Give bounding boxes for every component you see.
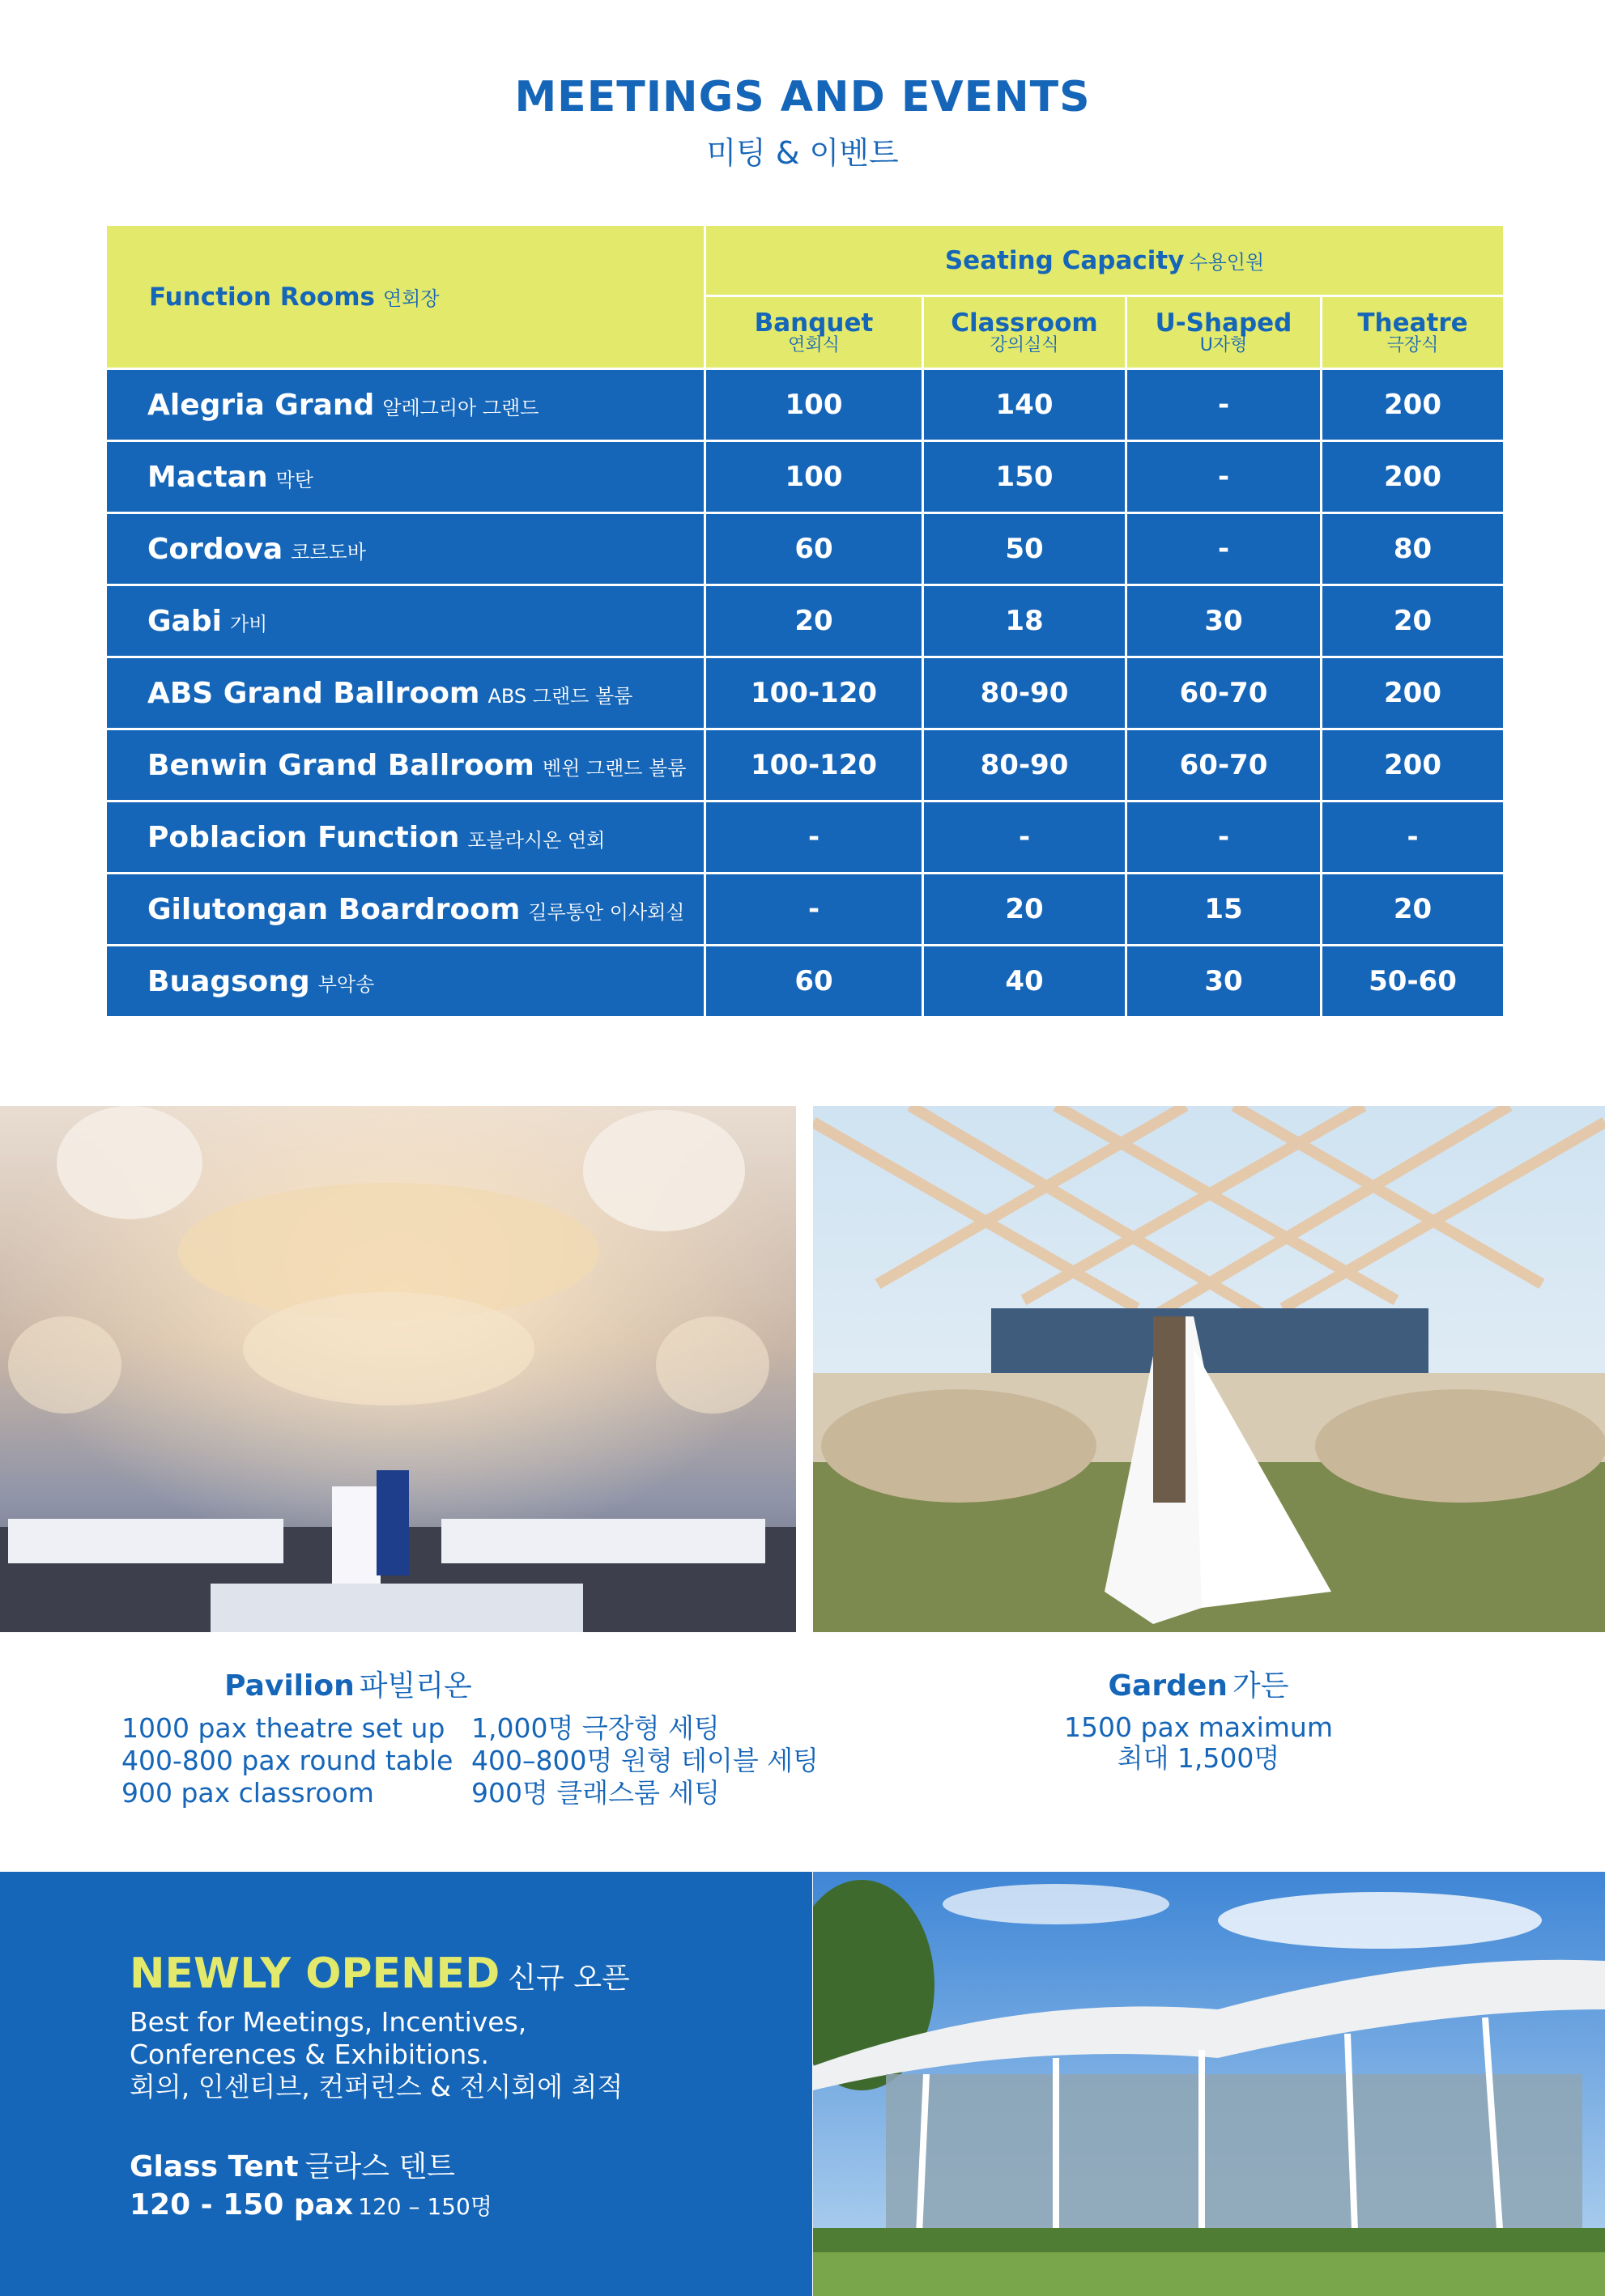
banquet-cell: 60	[705, 946, 923, 1018]
theatre-cell: 20	[1322, 585, 1505, 657]
column-header-classroom	[923, 296, 1126, 369]
column-label: Classroom	[951, 308, 1098, 338]
table-row	[106, 729, 1505, 801]
column-label: U-Shaped	[1155, 308, 1292, 338]
column-label-ko: 연회식	[788, 335, 840, 356]
classroom-cell: 80-90	[923, 729, 1126, 801]
pavilion-line-en: 400-800 pax round table	[121, 1745, 453, 1776]
glass-tent-title-en: Glass Tent	[130, 2150, 299, 2183]
newly-opened-title-ko: 신규 오픈	[508, 1962, 630, 1995]
room-name-cell	[106, 729, 705, 801]
u-shaped-cell: -	[1126, 513, 1322, 585]
room-name-ko: 포블라시온 연회	[467, 828, 606, 852]
room-name-ko: ABS 그랜드 볼룸	[487, 684, 633, 708]
best-for-ko: 회의, 인센티브, 컨퍼런스 & 전시회에 최적	[130, 2071, 624, 2103]
u-shaped-cell: 30	[1126, 585, 1322, 657]
room-name-cell	[106, 801, 705, 874]
pavilion-line-ko: 400–800명 원형 테이블 세팅	[471, 1745, 819, 1776]
pavilion-title-en: Pavilion	[224, 1669, 355, 1703]
function-rooms-header	[106, 225, 705, 369]
banquet-cell: 100-120	[705, 729, 923, 801]
classroom-cell: 20	[923, 874, 1126, 946]
glass-tent-title	[130, 2144, 696, 2185]
room-name: Gabi	[147, 604, 222, 638]
garden-line-ko: 최대 1,500명	[1117, 1742, 1280, 1774]
garden-caption	[1020, 1663, 1377, 1774]
best-for-en: Best for Meetings, Incentives, Conferences & Exhibitions.	[130, 2006, 527, 2070]
page-title: MEETINGS AND EVENTS	[514, 73, 1091, 121]
seating-capacity-label: Seating Capacity	[944, 245, 1185, 275]
banquet-cell: 100-120	[705, 657, 923, 729]
glass-tent-pax: 120 - 150 pax	[130, 2188, 354, 2222]
banquet-cell: 60	[705, 513, 923, 585]
pavilion-line-en: 1000 pax theatre set up	[121, 1712, 445, 1744]
banquet-cell: 20	[705, 585, 923, 657]
room-name-cell	[106, 441, 705, 513]
u-shaped-cell: -	[1126, 369, 1322, 441]
theatre-cell: 50-60	[1322, 946, 1505, 1018]
room-name: Alegria Grand	[147, 388, 375, 422]
room-name-cell	[106, 657, 705, 729]
u-shaped-cell: -	[1126, 801, 1322, 874]
glass-tent-photo	[813, 1872, 1605, 2296]
seating-capacity-label-ko: 수용인원	[1189, 250, 1265, 274]
room-name-cell	[106, 513, 705, 585]
page-subtitle: 미팅 & 이벤트	[706, 135, 899, 171]
glass-tent-title-ko: 글라스 텐트	[304, 2150, 455, 2183]
room-name-cell	[106, 585, 705, 657]
banquet-cell: -	[705, 801, 923, 874]
newly-opened-text	[130, 1949, 696, 2222]
pavilion-caption	[121, 1663, 818, 1809]
theatre-cell: 200	[1322, 441, 1505, 513]
room-name-ko: 부악송	[317, 972, 375, 996]
theatre-cell: -	[1322, 801, 1505, 874]
theatre-cell: 20	[1322, 874, 1505, 946]
pavilion-title-ko: 파빌리온	[359, 1669, 472, 1703]
column-label-ko: 극장식	[1386, 335, 1439, 356]
best-for-text	[130, 2006, 696, 2103]
classroom-cell: 80-90	[923, 657, 1126, 729]
table-row	[106, 585, 1505, 657]
room-name-ko: 막탄	[275, 468, 313, 491]
room-name-cell	[106, 946, 705, 1018]
banquet-cell: 100	[705, 441, 923, 513]
u-shaped-cell: 60-70	[1126, 657, 1322, 729]
room-name-cell	[106, 369, 705, 441]
classroom-cell: 40	[923, 946, 1126, 1018]
room-name-ko: 길루통안 이사회실	[528, 900, 685, 924]
newly-opened-title-en: NEWLY OPENED	[130, 1949, 500, 1998]
table-row	[106, 513, 1505, 585]
theatre-cell: 200	[1322, 729, 1505, 801]
newly-opened-title	[130, 1949, 696, 1998]
classroom-cell: 150	[923, 441, 1126, 513]
room-name: Cordova	[147, 532, 283, 566]
room-name: Benwin Grand Ballroom	[147, 748, 534, 782]
classroom-cell: 18	[923, 585, 1126, 657]
column-label-ko: U자형	[1199, 335, 1248, 356]
garden-line-en: 1500 pax maximum	[1064, 1711, 1333, 1743]
table-row	[106, 657, 1505, 729]
function-rooms-label-ko: 연회장	[382, 287, 440, 310]
room-name-ko: 가비	[229, 612, 268, 636]
banquet-cell: 100	[705, 369, 923, 441]
room-name: Gilutongan Boardroom	[147, 892, 521, 926]
room-name: Poblacion Function	[147, 820, 460, 854]
u-shaped-cell: 15	[1126, 874, 1322, 946]
theatre-cell: 200	[1322, 657, 1505, 729]
seating-capacity-header	[705, 225, 1505, 296]
classroom-cell: -	[923, 801, 1126, 874]
u-shaped-cell: 60-70	[1126, 729, 1322, 801]
pavilion-line-en: 900 pax classroom	[121, 1777, 374, 1809]
column-header-u-shaped	[1126, 296, 1322, 369]
column-label-ko: 강의실식	[990, 335, 1059, 356]
glass-tent-capacity	[130, 2188, 696, 2222]
garden-title	[1020, 1663, 1377, 1704]
page-header	[0, 73, 1605, 172]
room-name-ko: 코르도바	[291, 540, 366, 563]
room-name-cell	[106, 874, 705, 946]
garden-details	[1020, 1712, 1377, 1774]
u-shaped-cell: -	[1126, 441, 1322, 513]
column-label: Theatre	[1357, 308, 1468, 338]
u-shaped-cell: 30	[1126, 946, 1322, 1018]
room-name: ABS Grand Ballroom	[147, 676, 480, 710]
classroom-cell: 140	[923, 369, 1126, 441]
pavilion-details	[121, 1712, 818, 1809]
column-header-banquet	[705, 296, 923, 369]
room-name: Mactan	[147, 460, 268, 494]
pavilion-title	[113, 1663, 583, 1704]
table-row	[106, 946, 1505, 1018]
banquet-cell: -	[705, 874, 923, 946]
theatre-cell: 200	[1322, 369, 1505, 441]
column-label: Banquet	[754, 308, 874, 338]
pavilion-photo	[0, 1106, 796, 1632]
classroom-cell: 50	[923, 513, 1126, 585]
table-row	[106, 874, 1505, 946]
theatre-cell: 80	[1322, 513, 1505, 585]
table-row	[106, 801, 1505, 874]
table-row	[106, 441, 1505, 513]
garden-title-en: Garden	[1108, 1669, 1228, 1703]
table-row	[106, 369, 1505, 441]
seating-capacity-table	[104, 223, 1505, 1018]
garden-title-ko: 가든	[1232, 1669, 1289, 1703]
garden-photo	[813, 1106, 1605, 1632]
pavilion-line-ko: 900명 클래스룸 세팅	[471, 1777, 721, 1809]
pavilion-line-ko: 1,000명 극장형 세팅	[471, 1712, 720, 1744]
room-name-ko: 알레그리아 그랜드	[382, 396, 539, 419]
room-name: Buagsong	[147, 964, 310, 998]
column-header-theatre	[1322, 296, 1505, 369]
room-name-ko: 벤윈 그랜드 볼룸	[542, 756, 687, 780]
glass-tent-pax-ko: 120 – 150명	[358, 2193, 492, 2220]
function-rooms-label: Function Rooms	[149, 282, 375, 312]
